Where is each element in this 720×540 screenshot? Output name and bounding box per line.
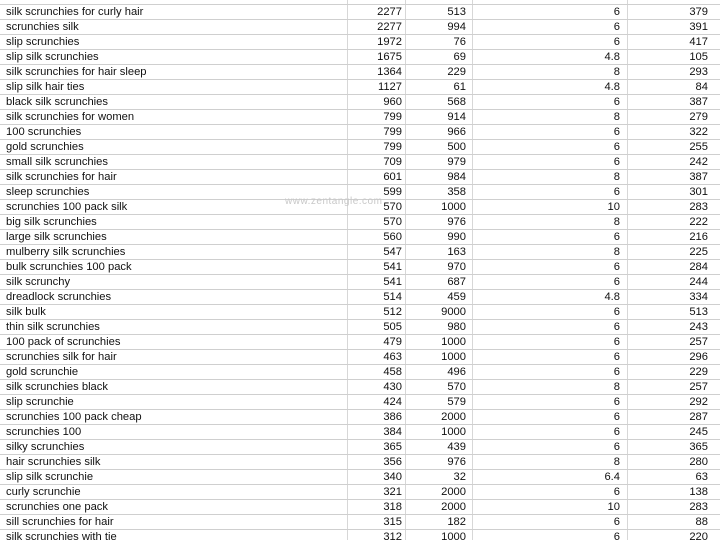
revenue-cell[interactable]: 296 [689, 351, 708, 363]
keyword-cell[interactable]: 100 scrunchies [6, 126, 82, 138]
table-row[interactable] [0, 455, 720, 470]
price-cell[interactable]: 6 [613, 156, 620, 168]
search-volume-cell[interactable]: 570 [383, 201, 402, 213]
keyword-cell[interactable]: slip scrunchies [6, 36, 80, 48]
keyword-cell[interactable]: slip silk scrunchie [6, 471, 94, 483]
table-row[interactable] [0, 365, 720, 380]
competition-cell[interactable]: 980 [447, 321, 466, 333]
search-volume-cell[interactable]: 424 [383, 396, 402, 408]
price-cell[interactable]: 6 [613, 231, 620, 243]
competition-cell[interactable]: 1000 [441, 531, 466, 540]
search-volume-cell[interactable]: 458 [383, 366, 402, 378]
search-volume-cell[interactable]: 512 [383, 306, 402, 318]
revenue-cell[interactable]: 88 [695, 516, 708, 528]
price-cell[interactable]: 8 [613, 171, 620, 183]
price-cell[interactable]: 6 [613, 6, 620, 18]
search-volume-cell[interactable]: 1127 [377, 81, 402, 93]
table-row[interactable] [0, 80, 720, 95]
price-cell[interactable]: 6 [613, 141, 620, 153]
keyword-cell[interactable]: silk scrunchies for women [6, 111, 135, 123]
revenue-cell[interactable]: 292 [689, 396, 708, 408]
table-row[interactable] [0, 35, 720, 50]
keyword-cell[interactable]: hair scrunchies silk [6, 456, 101, 468]
price-cell[interactable]: 8 [613, 66, 620, 78]
competition-cell[interactable]: 1000 [441, 336, 466, 348]
revenue-cell[interactable]: 387 [689, 96, 708, 108]
competition-cell[interactable]: 496 [447, 366, 466, 378]
revenue-cell[interactable]: 245 [689, 426, 708, 438]
price-cell[interactable]: 6 [613, 396, 620, 408]
competition-cell[interactable]: 979 [447, 156, 466, 168]
competition-cell[interactable]: 994 [447, 21, 466, 33]
table-row[interactable] [0, 485, 720, 500]
table-row[interactable] [0, 5, 720, 20]
price-cell[interactable]: 6 [613, 126, 620, 138]
revenue-cell[interactable]: 322 [689, 126, 708, 138]
competition-cell[interactable]: 163 [447, 246, 466, 258]
search-volume-cell[interactable]: 312 [383, 531, 402, 540]
keyword-cell[interactable]: silk scrunchies for hair [6, 171, 117, 183]
search-volume-cell[interactable]: 479 [383, 336, 402, 348]
revenue-cell[interactable]: 417 [689, 36, 708, 48]
keyword-cell[interactable]: slip scrunchie [6, 396, 74, 408]
price-cell[interactable]: 4.8 [604, 51, 620, 63]
revenue-cell[interactable]: 387 [689, 171, 708, 183]
table-row[interactable] [0, 50, 720, 65]
search-volume-cell[interactable]: 340 [383, 471, 402, 483]
competition-cell[interactable]: 990 [447, 231, 466, 243]
revenue-cell[interactable]: 283 [689, 501, 708, 513]
keyword-cell[interactable]: silk scrunchy [6, 276, 71, 288]
revenue-cell[interactable]: 301 [689, 186, 708, 198]
revenue-cell[interactable]: 84 [695, 81, 708, 93]
competition-cell[interactable]: 69 [453, 51, 466, 63]
competition-cell[interactable]: 579 [447, 396, 466, 408]
search-volume-cell[interactable]: 541 [383, 261, 402, 273]
revenue-cell[interactable]: 391 [689, 21, 708, 33]
revenue-cell[interactable]: 513 [689, 306, 708, 318]
competition-cell[interactable]: 2000 [441, 501, 466, 513]
revenue-cell[interactable]: 334 [689, 291, 708, 303]
price-cell[interactable]: 8 [613, 456, 620, 468]
keyword-cell[interactable]: sleep scrunchies [6, 186, 90, 198]
competition-cell[interactable]: 500 [447, 141, 466, 153]
keyword-cell[interactable]: scrunchies silk [6, 21, 79, 33]
keyword-cell[interactable]: gold scrunchies [6, 141, 84, 153]
search-volume-cell[interactable]: 799 [383, 141, 402, 153]
search-volume-cell[interactable]: 960 [383, 96, 402, 108]
revenue-cell[interactable]: 105 [689, 51, 708, 63]
competition-cell[interactable]: 2000 [441, 411, 466, 423]
price-cell[interactable]: 4.8 [604, 81, 620, 93]
revenue-cell[interactable]: 365 [689, 441, 708, 453]
competition-cell[interactable]: 568 [447, 96, 466, 108]
revenue-cell[interactable]: 225 [689, 246, 708, 258]
keyword-cell[interactable]: silk bulk [6, 306, 46, 318]
price-cell[interactable]: 6 [613, 486, 620, 498]
price-cell[interactable]: 6 [613, 306, 620, 318]
price-cell[interactable]: 6 [613, 96, 620, 108]
keyword-cell[interactable]: silk scrunchies black [6, 381, 108, 393]
table-row[interactable] [0, 290, 720, 305]
table-row[interactable] [0, 155, 720, 170]
watermark: www.zentangle.com [285, 196, 383, 207]
keyword-cell[interactable]: silky scrunchies [6, 441, 85, 453]
price-cell[interactable]: 6 [613, 276, 620, 288]
table-row[interactable] [0, 200, 720, 215]
search-volume-cell[interactable]: 321 [383, 486, 402, 498]
competition-cell[interactable]: 1000 [441, 351, 466, 363]
keyword-cell[interactable]: scrunchies 100 [6, 426, 82, 438]
keyword-cell[interactable]: scrunchies silk for hair [6, 351, 117, 363]
search-volume-cell[interactable]: 384 [383, 426, 402, 438]
price-cell[interactable]: 8 [613, 216, 620, 228]
table-row[interactable] [0, 305, 720, 320]
table-row[interactable] [0, 425, 720, 440]
table-row[interactable] [0, 170, 720, 185]
search-volume-cell[interactable]: 599 [383, 186, 402, 198]
table-row[interactable] [0, 65, 720, 80]
table-row[interactable] [0, 140, 720, 155]
competition-cell[interactable]: 358 [447, 186, 466, 198]
keyword-cell[interactable]: scrunchies one pack [6, 501, 108, 513]
table-row[interactable] [0, 380, 720, 395]
keyword-cell[interactable]: slip silk scrunchies [6, 51, 99, 63]
table-row[interactable] [0, 20, 720, 35]
search-volume-cell[interactable]: 2277 [377, 21, 402, 33]
price-cell[interactable]: 6.4 [604, 471, 620, 483]
search-volume-cell[interactable]: 799 [383, 126, 402, 138]
revenue-cell[interactable]: 222 [689, 216, 708, 228]
table-row[interactable] [0, 185, 720, 200]
price-cell[interactable]: 6 [613, 441, 620, 453]
competition-cell[interactable]: 570 [447, 381, 466, 393]
competition-cell[interactable]: 970 [447, 261, 466, 273]
price-cell[interactable]: 4.8 [604, 291, 620, 303]
revenue-cell[interactable]: 255 [689, 141, 708, 153]
price-cell[interactable]: 6 [613, 426, 620, 438]
keyword-cell[interactable]: bulk scrunchies 100 pack [6, 261, 132, 273]
price-cell[interactable]: 6 [613, 321, 620, 333]
keyword-cell[interactable]: gold scrunchie [6, 366, 79, 378]
table-row[interactable] [0, 230, 720, 245]
table-row[interactable] [0, 320, 720, 335]
keyword-cell[interactable]: 100 pack of scrunchies [6, 336, 121, 348]
revenue-cell[interactable]: 280 [689, 456, 708, 468]
competition-cell[interactable]: 687 [447, 276, 466, 288]
keyword-cell[interactable]: small silk scrunchies [6, 156, 108, 168]
keyword-cell[interactable]: curly scrunchie [6, 486, 81, 498]
revenue-cell[interactable]: 257 [689, 381, 708, 393]
search-volume-cell[interactable]: 315 [383, 516, 402, 528]
revenue-cell[interactable]: 216 [689, 231, 708, 243]
revenue-cell[interactable]: 220 [689, 531, 708, 540]
price-cell[interactable]: 6 [613, 21, 620, 33]
search-volume-cell[interactable]: 570 [383, 216, 402, 228]
competition-cell[interactable]: 61 [453, 81, 466, 93]
price-cell[interactable]: 6 [613, 36, 620, 48]
search-volume-cell[interactable]: 2277 [377, 6, 402, 18]
price-cell[interactable]: 10 [607, 501, 620, 513]
search-volume-cell[interactable]: 356 [383, 456, 402, 468]
competition-cell[interactable]: 984 [447, 171, 466, 183]
revenue-cell[interactable]: 293 [689, 66, 708, 78]
keyword-cell[interactable]: silk scrunchies for hair sleep [6, 66, 147, 78]
search-volume-cell[interactable]: 1364 [377, 66, 402, 78]
price-cell[interactable]: 8 [613, 246, 620, 258]
revenue-cell[interactable]: 287 [689, 411, 708, 423]
competition-cell[interactable]: 229 [447, 66, 466, 78]
price-cell[interactable]: 6 [613, 531, 620, 540]
search-volume-cell[interactable]: 601 [383, 171, 402, 183]
table-row[interactable] [0, 260, 720, 275]
competition-cell[interactable]: 459 [447, 291, 466, 303]
keyword-cell[interactable]: black silk scrunchies [6, 96, 108, 108]
search-volume-cell[interactable]: 430 [383, 381, 402, 393]
table-row[interactable] [0, 275, 720, 290]
keyword-cell[interactable]: dreadlock scrunchies [6, 291, 112, 303]
revenue-cell[interactable]: 379 [689, 6, 708, 18]
table-row[interactable] [0, 410, 720, 425]
competition-cell[interactable]: 439 [447, 441, 466, 453]
price-cell[interactable]: 8 [613, 381, 620, 393]
search-volume-cell[interactable]: 318 [383, 501, 402, 513]
table-row[interactable] [0, 245, 720, 260]
competition-cell[interactable]: 966 [447, 126, 466, 138]
table-row[interactable] [0, 350, 720, 365]
search-volume-cell[interactable]: 365 [383, 441, 402, 453]
search-volume-cell[interactable]: 541 [383, 276, 402, 288]
revenue-cell[interactable]: 279 [689, 111, 708, 123]
search-volume-cell[interactable]: 1675 [377, 51, 402, 63]
table-row[interactable] [0, 500, 720, 515]
revenue-cell[interactable]: 242 [689, 156, 708, 168]
table-row[interactable] [0, 515, 720, 530]
revenue-cell[interactable]: 243 [689, 321, 708, 333]
competition-cell[interactable]: 182 [447, 516, 466, 528]
competition-cell[interactable]: 32 [453, 471, 466, 483]
keyword-cell[interactable]: thin silk scrunchies [6, 321, 100, 333]
competition-cell[interactable]: 76 [453, 36, 466, 48]
search-volume-cell[interactable]: 463 [383, 351, 402, 363]
table-row[interactable] [0, 470, 720, 485]
search-volume-cell[interactable]: 1972 [377, 36, 402, 48]
revenue-cell[interactable]: 284 [689, 261, 708, 273]
revenue-cell[interactable]: 257 [689, 336, 708, 348]
competition-cell[interactable]: 976 [447, 216, 466, 228]
price-cell[interactable]: 10 [607, 201, 620, 213]
table-row[interactable] [0, 110, 720, 125]
price-cell[interactable]: 6 [613, 411, 620, 423]
search-volume-cell[interactable]: 514 [383, 291, 402, 303]
keyword-cell[interactable]: scrunchies 100 pack silk [6, 201, 128, 213]
competition-cell[interactable]: 2000 [441, 486, 466, 498]
keyword-cell[interactable]: mulberry silk scrunchies [6, 246, 126, 258]
price-cell[interactable]: 6 [613, 366, 620, 378]
table-row[interactable] [0, 125, 720, 140]
competition-cell[interactable]: 1000 [441, 201, 466, 213]
search-volume-cell[interactable]: 709 [383, 156, 402, 168]
competition-cell[interactable]: 914 [447, 111, 466, 123]
keyword-cell[interactable]: silk scrunchies with tie [6, 531, 117, 540]
table-row[interactable] [0, 530, 720, 540]
revenue-cell[interactable]: 229 [689, 366, 708, 378]
table-row[interactable] [0, 395, 720, 410]
keyword-cell[interactable]: scrunchies 100 pack cheap [6, 411, 142, 423]
keyword-cell[interactable]: large silk scrunchies [6, 231, 107, 243]
table-row[interactable] [0, 440, 720, 455]
competition-cell[interactable]: 513 [447, 6, 466, 18]
keyword-cell[interactable]: big silk scrunchies [6, 216, 97, 228]
search-volume-cell[interactable]: 799 [383, 111, 402, 123]
keyword-cell[interactable]: slip silk hair ties [6, 81, 85, 93]
competition-cell[interactable]: 1000 [441, 426, 466, 438]
revenue-cell[interactable]: 244 [689, 276, 708, 288]
price-cell[interactable]: 8 [613, 111, 620, 123]
revenue-cell[interactable]: 138 [689, 486, 708, 498]
price-cell[interactable]: 6 [613, 516, 620, 528]
search-volume-cell[interactable]: 547 [383, 246, 402, 258]
price-cell[interactable]: 6 [613, 351, 620, 363]
competition-cell[interactable]: 976 [447, 456, 466, 468]
price-cell[interactable]: 6 [613, 261, 620, 273]
price-cell[interactable]: 6 [613, 186, 620, 198]
search-volume-cell[interactable]: 386 [383, 411, 402, 423]
search-volume-cell[interactable]: 560 [383, 231, 402, 243]
revenue-cell[interactable]: 283 [689, 201, 708, 213]
keyword-cell[interactable]: sill scrunchies for hair [6, 516, 114, 528]
competition-cell[interactable]: 9000 [441, 306, 466, 318]
table-row[interactable] [0, 95, 720, 110]
keyword-cell[interactable]: silk scrunchies for curly hair [6, 6, 144, 18]
table-row[interactable] [0, 335, 720, 350]
revenue-cell[interactable]: 63 [695, 471, 708, 483]
search-volume-cell[interactable]: 505 [383, 321, 402, 333]
table-row[interactable] [0, 215, 720, 230]
price-cell[interactable]: 6 [613, 336, 620, 348]
